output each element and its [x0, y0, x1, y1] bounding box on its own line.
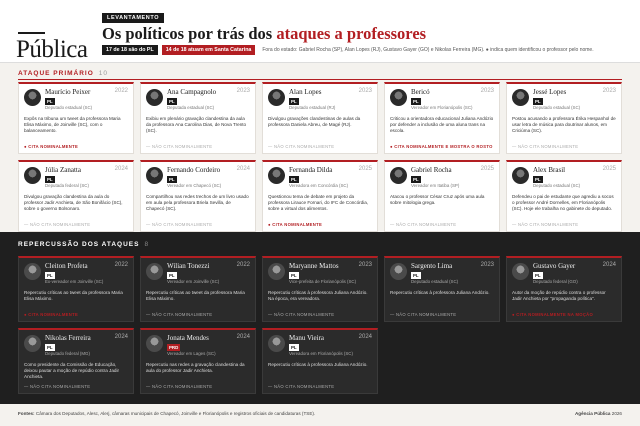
- avatar: [268, 335, 285, 352]
- summary-row: [102, 45, 594, 55]
- card-description: Repercutiu críticas ao tweet da professora Maria Elisa Máximo.: [24, 290, 123, 302]
- citation-status: ● CITA NOMINALMENTE E MOSTRA O ROSTO: [390, 144, 493, 149]
- party-badge: PL: [47, 177, 53, 182]
- avatar: [146, 263, 163, 280]
- citation-status: — NÃO CITA NOMINALMENTE: [268, 144, 335, 149]
- avatar: [24, 89, 41, 106]
- politician-name: Sargento Lima: [411, 262, 453, 270]
- avatar: [268, 89, 285, 106]
- page-title: [102, 24, 426, 44]
- politician-role: Deputado estadual (SC): [533, 183, 581, 188]
- publication-logo[interactable]: Pública: [16, 36, 88, 63]
- citation-status: ● CITA NOMINALMENTE NA MOÇÃO: [512, 312, 594, 317]
- avatar: [390, 167, 407, 184]
- card-description: Exibiu em plenário gravação clandestina da aula da professora Ana Carolina Dias, de Nova Trento (SC).: [146, 116, 247, 134]
- politician-card[interactable]: [18, 256, 134, 322]
- section-primary-title: [18, 70, 108, 77]
- sources-label: Fontes:: [18, 411, 35, 416]
- politician-role: Deputado estadual (SC): [45, 105, 93, 110]
- party-badge: PL: [169, 177, 175, 182]
- party-badge: PL: [47, 345, 53, 350]
- year-label: 2024: [114, 334, 128, 340]
- politician-role: Ex-vereador em Joinville (SC): [45, 279, 104, 284]
- politician-card[interactable]: [18, 328, 134, 394]
- politician-name: Maurício Peixer: [45, 88, 91, 96]
- citation-status: — NÃO CITA NOMINALMENTE: [24, 222, 91, 227]
- party-badge: PL: [47, 99, 53, 104]
- avatar: [24, 335, 41, 352]
- party-badge: PL: [413, 273, 419, 278]
- citation-status: — NÃO CITA NOMINALMENTE: [146, 144, 213, 149]
- politician-card[interactable]: [18, 160, 134, 232]
- politician-card[interactable]: [140, 256, 256, 322]
- politician-name: Jonata Mendes: [167, 334, 209, 342]
- politician-card[interactable]: [384, 82, 500, 154]
- politician-role: Vereadora em Concórdia (SC): [289, 183, 349, 188]
- card-description: Repercutiu críticas à professora Juliana Andózio. Na época, era vereadora.: [268, 290, 368, 302]
- summary-note: Fora do estado: Gabriel Rocha (SP), Alan Lopes (RJ), Gustavo Gayer (GO) e Nikolas Ferreira (MG). ● indica quem identificou o professor pelo nome.: [262, 47, 594, 53]
- politician-name: Manu Vieira: [289, 334, 325, 342]
- politician-role: Vice-prefeita de Florianópolis (SC): [289, 279, 357, 284]
- party-badge: PL: [413, 177, 419, 182]
- section-secondary-count: 8: [144, 241, 150, 248]
- citation-status: — NÃO CITA NOMINALMENTE: [512, 222, 579, 227]
- year-label: 2025: [480, 166, 494, 172]
- politician-role: Deputado estadual (SC): [533, 105, 581, 110]
- headline-start: Os políticos por trás dos: [102, 24, 273, 43]
- avatar: [512, 263, 529, 280]
- politician-role: Vereador em Lages (SC): [167, 351, 216, 356]
- sources-footer: [18, 411, 315, 416]
- card-description: Compartilhou nas redes trechos de um livro usado em aula pela professora Briela Sevilla, de Chapecó (SC).: [146, 194, 249, 212]
- citation-status: — NÃO CITA NOMINALMENTE: [390, 312, 457, 317]
- citation-status: ● CITA NOMINALMENTE: [24, 144, 79, 149]
- page-header: [0, 0, 640, 63]
- avatar: [146, 335, 163, 352]
- year-label: 2025: [358, 166, 372, 172]
- party-badge: PL: [535, 177, 541, 182]
- year-label: 2024: [602, 262, 616, 268]
- card-description: Questionou tema de debate em projeto da professora Lirauce Fornari, do IFC de Concórdia, sobre a virtual dos alimentos.: [268, 194, 369, 212]
- avatar: [24, 167, 41, 184]
- card-description: Como presidente da Comissão de Educação, deixou pautar a moção de repúdio contra Jadir Anchieta.: [24, 362, 119, 380]
- politician-name: Maryanne Mattos: [289, 262, 339, 270]
- party-badge: PL: [291, 345, 297, 350]
- avatar: [24, 263, 41, 280]
- section-primary-label: ATAQUE PRIMÁRIO: [18, 70, 94, 77]
- politician-card[interactable]: [18, 82, 134, 154]
- politician-name: Wilian Tonezzi: [167, 262, 210, 270]
- politician-name: Gabriel Rocha: [411, 166, 452, 174]
- card-description: Criticou a orientadora educacional Juliana Andózio por defender a inclusão de uma aluna trans na escola.: [390, 116, 494, 134]
- year-label: 2022: [114, 88, 128, 94]
- politician-role: Vereador em Joinville (SC): [167, 279, 220, 284]
- avatar: [268, 263, 285, 280]
- politician-role: Deputado estadual (RJ): [289, 105, 336, 110]
- section-divider: [18, 79, 622, 80]
- year-label: 2023: [358, 262, 372, 268]
- party-badge: PRD: [169, 345, 179, 350]
- credit: [575, 411, 622, 416]
- avatar: [268, 167, 285, 184]
- politician-name: Ana Campagnolo: [167, 88, 217, 96]
- card-description: Atacou o professor César Cruz após uma aula sobre mitologia grega.: [390, 194, 485, 206]
- state-summary-badge: 14 de 18 atuam em Santa Catarina: [162, 45, 256, 55]
- card-description: Autor da moção de repúdio contra o professor Jadir Anchieta por "propaganda política".: [512, 290, 606, 302]
- secondary-cards-grid: [18, 256, 622, 394]
- party-badge: PL: [291, 177, 297, 182]
- card-description: Repercutiu críticas ao tweet da professora Maria Elisa Máximo.: [146, 290, 245, 302]
- year-label: 2023: [602, 88, 616, 94]
- avatar: [390, 89, 407, 106]
- party-badge: PL: [535, 99, 541, 104]
- year-label: 2022: [236, 262, 250, 268]
- politician-name: Gustavo Gayer: [533, 262, 576, 270]
- card-description: Divulgou gravação clandestina da aula do professor Jadir Anchieta, de São Bonifácio (SC), sobre o governo Bolsonaro.: [24, 194, 123, 212]
- party-summary-badge: 17 de 18 são do PL: [102, 45, 158, 55]
- card-description: Repercutiu críticas à professora Juliana Andózio.: [268, 362, 368, 367]
- citation-status: — NÃO CITA NOMINALMENTE: [146, 222, 213, 227]
- politician-name: Jessé Lopes: [533, 88, 567, 96]
- politician-name: Alan Lopes: [289, 88, 322, 96]
- year-label: 2023: [358, 88, 372, 94]
- avatar: [146, 167, 163, 184]
- politician-card[interactable]: [384, 160, 500, 232]
- card-description: Repercutiu nas redes a gravação clandestina da aula do professor Jadir Anchieta.: [146, 362, 245, 374]
- avatar: [512, 89, 529, 106]
- politician-card[interactable]: [384, 256, 500, 322]
- politician-card[interactable]: [262, 328, 378, 394]
- section-primary-count: 10: [98, 70, 109, 77]
- citation-status: ● CITA NOMINALMENTE: [268, 222, 323, 227]
- politician-card[interactable]: [506, 256, 622, 322]
- politician-role: Deputado federal (GO): [533, 279, 578, 284]
- citation-status: — NÃO CITA NOMINALMENTE: [268, 312, 335, 317]
- politician-role: Vereador em Chapecó (SC): [167, 183, 222, 188]
- politician-role: Deputado estadual (SC): [411, 279, 459, 284]
- logo-bar: [18, 32, 45, 34]
- party-badge: PL: [413, 99, 419, 104]
- party-badge: PL: [291, 273, 297, 278]
- politician-name: Júlia Zanatta: [45, 166, 81, 174]
- politician-role: Deputado federal (MG): [45, 351, 90, 356]
- year-label: 2024: [236, 334, 250, 340]
- politician-card[interactable]: [262, 256, 378, 322]
- politician-role: Vereadora em Florianópolis (SC): [289, 351, 353, 356]
- card-description: Expôs na tribuna um tweet da professora Maria Elisa Máximo, de Joinville (SC), com o balanceamento.: [24, 116, 121, 134]
- citation-status: — NÃO CITA NOMINALMENTE: [146, 384, 213, 389]
- politician-name: Bericó: [411, 88, 430, 96]
- politician-card[interactable]: [140, 160, 256, 232]
- politician-role: Deputada federal (SC): [45, 183, 89, 188]
- card-description: Postou acusando a professora Érika Hespanhol de usar letra de música para doutrinar alunos, em Criciúma (SC).: [512, 116, 616, 134]
- year-label: 2024: [114, 166, 128, 172]
- politician-card[interactable]: [140, 328, 256, 394]
- kicker-label: LEVANTAMENTO: [102, 13, 164, 23]
- citation-status: — NÃO CITA NOMINALMENTE: [24, 384, 91, 389]
- year-label: 2023: [480, 88, 494, 94]
- politician-role: Vereador em Florianópolis (SC): [411, 105, 473, 110]
- party-badge: PL: [169, 99, 175, 104]
- year-label: 2024: [236, 166, 250, 172]
- section-secondary-title: [18, 241, 149, 248]
- citation-status: — NÃO CITA NOMINALMENTE: [146, 312, 213, 317]
- year-label: 2022: [114, 262, 128, 268]
- politician-card[interactable]: [506, 160, 622, 232]
- politician-card[interactable]: [262, 160, 378, 232]
- politician-card[interactable]: [140, 82, 256, 154]
- year-label: 2023: [480, 262, 494, 268]
- card-description: Divulgou gravações clandestinas de aulas da professora Daniela Abreu, de Magé (RJ).: [268, 116, 361, 128]
- avatar: [390, 263, 407, 280]
- citation-status: — NÃO CITA NOMINALMENTE: [512, 144, 579, 149]
- citation-status: — NÃO CITA NOMINALMENTE: [390, 222, 457, 227]
- politician-role: Vereador em Itatiba (SP): [411, 183, 460, 188]
- politician-role: Deputada estadual (SC): [167, 105, 215, 110]
- politician-card[interactable]: [262, 82, 378, 154]
- year-label: 2025: [602, 166, 616, 172]
- politician-name: Nikolas Ferreira: [45, 334, 91, 342]
- politician-name: Fernanda Dilda: [289, 166, 333, 174]
- party-badge: PL: [535, 273, 541, 278]
- credit-year: 2026: [611, 411, 622, 416]
- citation-status: ● CITA NOMINALMENTE: [24, 312, 79, 317]
- year-label: 2024: [358, 334, 372, 340]
- primary-cards-grid: [18, 82, 622, 232]
- party-badge: PL: [291, 99, 297, 104]
- avatar: [146, 89, 163, 106]
- party-badge: PL: [169, 273, 175, 278]
- card-description: Repercutiu críticas à professora Juliana Andózio.: [390, 290, 490, 295]
- citation-status: — NÃO CITA NOMINALMENTE: [268, 384, 335, 389]
- politician-name: Cleiton Profeta: [45, 262, 88, 270]
- sources-text: Câmara dos Deputados, Alesc, Alerj, câmaras municipais de Chapecó, Joinville e Florianópolis e registros oficiais de candidaturas (TSE).: [35, 411, 316, 416]
- year-label: 2023: [236, 88, 250, 94]
- politician-name: Fernando Cordeiro: [167, 166, 221, 174]
- politician-name: Alex Brasil: [533, 166, 566, 174]
- card-description: Defendeu o pai de estudante que agrediu a socos o professor André Dornelles, em Florianópolis (SC). Hoje ele trabalha no gabinete do deputado.: [512, 194, 614, 212]
- avatar: [512, 167, 529, 184]
- section-secondary-label: REPERCUSSÃO DOS ATAQUES: [18, 241, 140, 248]
- headline-highlight: ataques a professores: [276, 24, 427, 43]
- politician-card[interactable]: [506, 82, 622, 154]
- party-badge: PL: [47, 273, 53, 278]
- credit-name[interactable]: Agência Pública: [574, 411, 611, 416]
